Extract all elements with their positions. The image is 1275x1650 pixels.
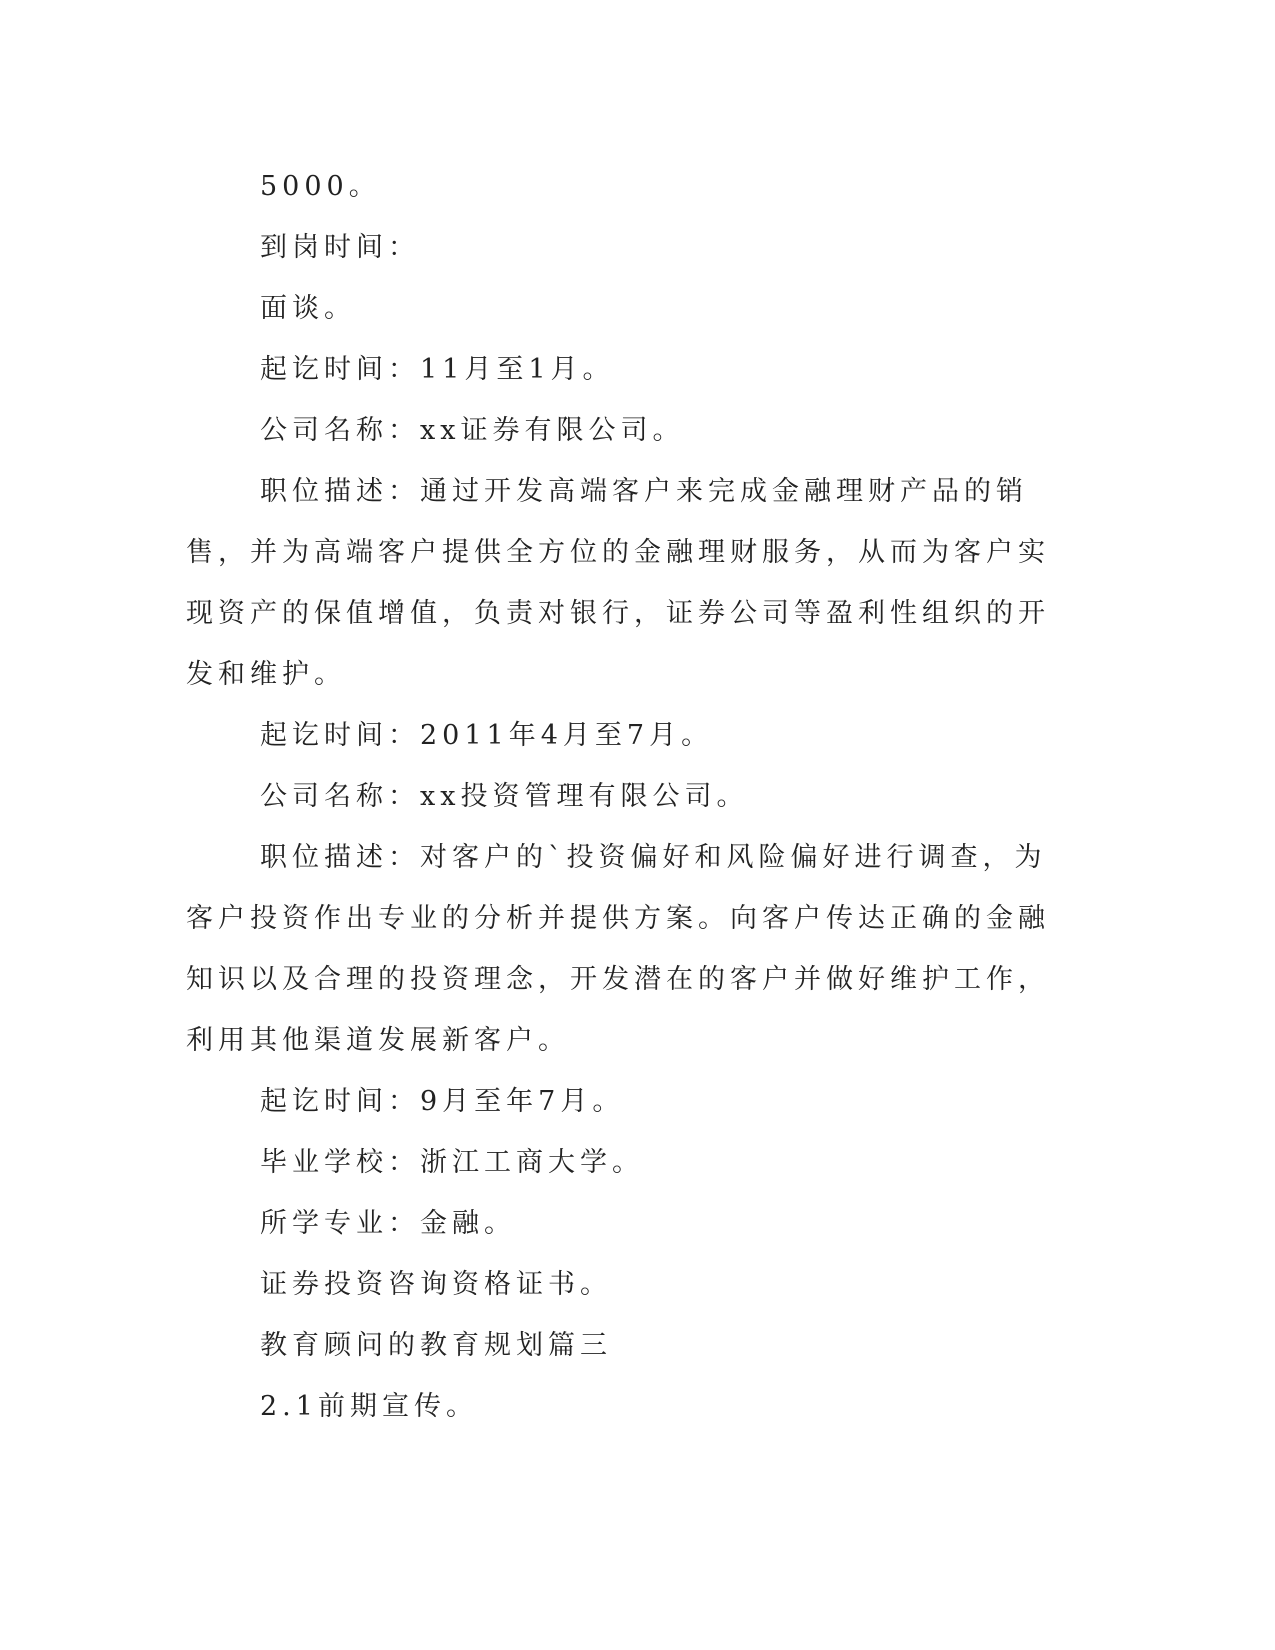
paragraph-section-title: 教育顾问的教育规划篇三 [260,1330,612,1361]
paragraph-period-3: 起讫时间：9月至年7月。 [260,1086,625,1117]
paragraph-salary: 5000。 [260,171,381,202]
paragraph-period-2: 起讫时间：2011年4月至7月。 [260,720,714,751]
paragraph-period-1: 起讫时间：11月至1月。 [260,354,615,385]
paragraph-major: 所学专业：金融。 [260,1208,516,1239]
paragraph-certificate: 证券投资咨询资格证书。 [260,1269,612,1300]
document-body [186,156,1076,1437]
paragraph-start-date-label: 到岗时间： [260,232,420,263]
paragraph-school: 毕业学校：浙江工商大学。 [260,1147,644,1178]
paragraph-start-date-value: 面谈。 [260,293,356,324]
paragraph-job-description-2: 职位描述：对客户的`投资偏好和风险偏好进行调查，为客户投资作出专业的分析并提供方案。向客户传达正确的金融知识以及合理的投资理念，开发潜在的客户并做好维护工作，利用其他渠道发展新客户。 [186,842,1050,1056]
paragraph-company-1: 公司名称：xx证券有限公司。 [260,415,685,446]
paragraph-job-description-1: 职位描述：通过开发高端客户来完成金融理财产品的销售，并为高端客户提供全方位的金融理财服务，从而为客户实现资产的保值增值，负责对银行，证券公司等盈利性组织的开发和维护。 [186,476,1050,690]
paragraph-company-2: 公司名称：xx投资管理有限公司。 [260,781,749,812]
paragraph-subsection: 2.1前期宣传。 [260,1391,478,1422]
